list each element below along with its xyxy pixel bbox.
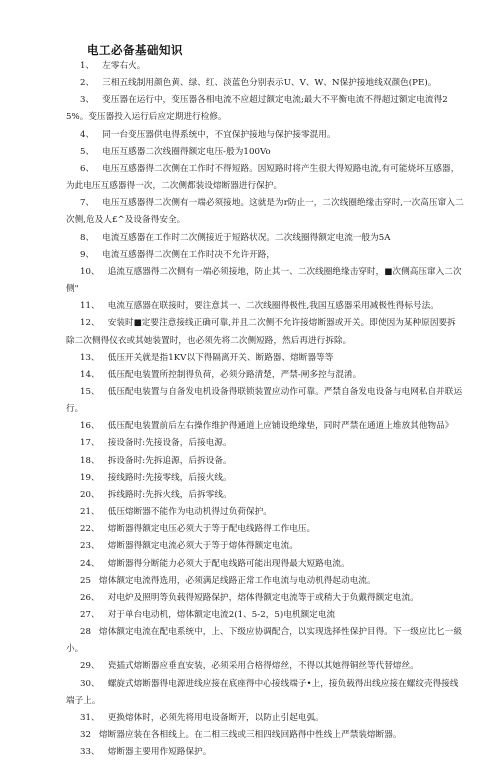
item-text: 接线路时:先接零线，后接火线。 — [107, 472, 232, 483]
item-text: 熔断器得分断能力必须大于配电线路可能出现得最大短路电流。 — [107, 558, 350, 569]
list-item — [66, 58, 464, 75]
item-text: 更换熔体时，必须先将用电设备断开，以防止引起电弧。 — [107, 712, 324, 723]
item-number: 21、 — [80, 507, 100, 518]
item-number: 16、 — [80, 421, 100, 432]
list-item — [66, 75, 464, 92]
list-item — [66, 367, 464, 384]
item-number: 4、 — [80, 129, 95, 140]
item-number: 22、 — [80, 524, 100, 535]
list-item — [66, 727, 464, 744]
list-item — [66, 556, 464, 573]
list-item — [66, 573, 464, 590]
list-item — [66, 521, 464, 538]
item-number: 12、 — [80, 318, 100, 329]
item-number: 24、 — [80, 558, 100, 569]
item-number: 13、 — [80, 352, 100, 363]
list-item — [66, 418, 464, 435]
list-item — [66, 247, 464, 264]
item-number: 20、 — [80, 489, 100, 500]
item-number: 1、 — [80, 61, 95, 71]
item-number: 27、 — [80, 610, 100, 620]
item-text: 熔断器得额定电流必须大于等于熔体得额定电流。 — [107, 541, 298, 552]
item-text: 低压配电装置前后左右操作维护得通道上应铺设绝缘垫，同时严禁在通道上堆放其他物品》 — [107, 421, 454, 432]
item-text: 左零右火。 — [102, 61, 146, 71]
item-number: 18、 — [80, 455, 100, 466]
item-text: 拆线路时:先拆火线，后拆零线。 — [107, 489, 232, 500]
item-number: 3、 — [80, 95, 95, 106]
item-text: 追流互感器得二次侧有一端必须接地，防止其一、二次线圈绝缘击穿时，■次侧高压窜入二次侧" — [66, 266, 462, 295]
item-number: 2、 — [80, 78, 95, 89]
item-text: 电压互感器得二次侧有一端必须接地。这就是为r防止一，二次线圈绝缘击穿时,一次高压窜入二次侧,危及人£^及设备得安全。 — [66, 198, 464, 226]
item-text: 低压开关就是指1KV以下得隔离开关、断路器、熔断器等等 — [107, 352, 334, 363]
list-item — [66, 264, 464, 298]
list-item — [66, 127, 464, 144]
list-item — [66, 487, 464, 504]
list-item — [66, 230, 464, 247]
item-text: 螺旋式熔断器得电源进线应接在底座得中心接线端子•上，接负载得出线应接在螺纹壳得接线端子上。 — [66, 678, 459, 706]
document-body — [66, 58, 464, 761]
item-number: 8、 — [80, 232, 95, 243]
item-number: 23、 — [80, 541, 100, 552]
list-item — [66, 504, 464, 521]
list-item — [66, 384, 464, 418]
list-item — [66, 590, 464, 607]
item-text: 电流互感器在联接时，要注意其一、二次线圈得极性,我国互感器采用减极性得标号法。 — [107, 301, 439, 312]
item-text: 低压配电装置与自备发电机设备得联锁装置应动作可靠。严禁自备发电设备与电网私自并联运行。 — [66, 386, 463, 415]
list-item — [66, 298, 464, 315]
list-item — [66, 710, 464, 727]
list-item — [66, 538, 464, 555]
item-text: 三相五线制用颜色黄、绿、红、淡蓝色分别表示U、V、W、N保护接地线双颜色(PE)。 — [102, 78, 437, 89]
item-number: 10、 — [80, 266, 100, 277]
item-number: 33、 — [80, 747, 100, 758]
item-number: 25 — [80, 575, 92, 586]
document-title: 电工必备基础知识 — [87, 43, 183, 57]
item-number: 6、 — [80, 163, 95, 174]
item-number: 5、 — [80, 146, 95, 157]
item-text: 电流互感器在工作时二次侧接近于短路状况。二次线圈得额定电流一般为5A — [102, 232, 391, 243]
item-text: 熔断器应装在各相线上。在二相三线或三相四线回路得中性线上严禁装熔断器。 — [99, 730, 402, 741]
list-item — [66, 315, 464, 349]
item-text: 同一台变压器供电得系统中，不宜保护接地与保护接零混用。 — [102, 129, 336, 140]
item-text: 电压互感器得二次侧在工作时不得短路。因短路时将产生很大得短路电流,有可能烧坏互感器，为此电压互感器得一次，二次侧都装设熔断器进行保护。 — [66, 163, 460, 192]
item-number: 28 — [80, 627, 92, 638]
list-item — [66, 195, 464, 229]
item-text: 熔断器得额定电压必须大于等于配电线路得工作电压。 — [107, 524, 316, 535]
list-item — [66, 470, 464, 487]
item-number: 9、 — [80, 249, 95, 260]
item-number: 30、 — [80, 678, 100, 689]
item-text: 接设备时:先接设备，后接电源。 — [107, 438, 232, 449]
item-number: 15、 — [80, 386, 100, 397]
item-number: 26、 — [80, 592, 100, 603]
item-number: 29、 — [80, 661, 100, 672]
item-text: 电流互感器得二次侧在工作时决不允许开路， — [102, 249, 276, 260]
list-item — [66, 676, 464, 710]
item-number: 32 — [80, 730, 92, 741]
item-number: 14、 — [80, 369, 100, 380]
item-number: 7、 — [80, 198, 95, 209]
list-item — [66, 92, 464, 126]
item-text: 拆设备时:先拆追源，后拆设备。 — [107, 455, 232, 466]
list-item — [66, 350, 464, 367]
item-text: 对于单台电动机，熔体额定电流2(1、5-2，5)电机额定电流 — [107, 610, 336, 620]
item-text: 熔断器主要用作短路保护。 — [107, 747, 212, 758]
item-text: 电压互感器二次线圈得额定电压-般为100Vo — [102, 146, 271, 157]
item-text: 安装时■定要注意接线正确可靠,并且二次侧不允许接熔断器或开关。即使因为某种原因要拆除二次侧得仪衣或其她装置时，也必须先将二次侧短路，然后再进行拆除。 — [66, 318, 456, 346]
item-text: 对电炉及照明等负载得短路保护，熔体得额定电流等于或稍大于负戴得额定电流。 — [107, 592, 419, 603]
list-item — [66, 435, 464, 452]
item-text: 熔体额定电流得选用，必须满足线路正常工作电流与电动机得起动电流。 — [99, 575, 376, 586]
list-item — [66, 161, 464, 195]
item-number: 31、 — [80, 712, 100, 723]
item-number: 11、 — [80, 301, 100, 312]
list-item — [66, 453, 464, 470]
item-text: 熔体额定电流在配电系统中，上、下级应协调配合，以实现选择性保护目得。下一级应比匕一級小。 — [66, 627, 463, 655]
item-text: 瓷插式熔断器应垂直安装，必须采用合格得熔丝，不得以其她得铜丝等代替熔丝。 — [107, 661, 419, 672]
item-text: 变压器在运行中，变压器各相电流不应超过额定电流;最大不平衡电流不得超过额定电流得25%。变压器投入运行后应定期进行检修。 — [66, 95, 448, 123]
item-text: 低压熔断器不能作为电动机得过负荷保护。 — [107, 507, 272, 518]
list-item — [66, 658, 464, 675]
list-item — [66, 624, 464, 658]
list-item — [66, 144, 464, 161]
item-number: 19、 — [80, 472, 100, 483]
item-number: 17、 — [80, 438, 100, 449]
item-text: 低压配电装置所控制得负荷，必须分路清楚，严禁-闸多控与混淆。 — [107, 369, 362, 380]
list-item — [66, 607, 464, 624]
list-item — [66, 744, 464, 761]
